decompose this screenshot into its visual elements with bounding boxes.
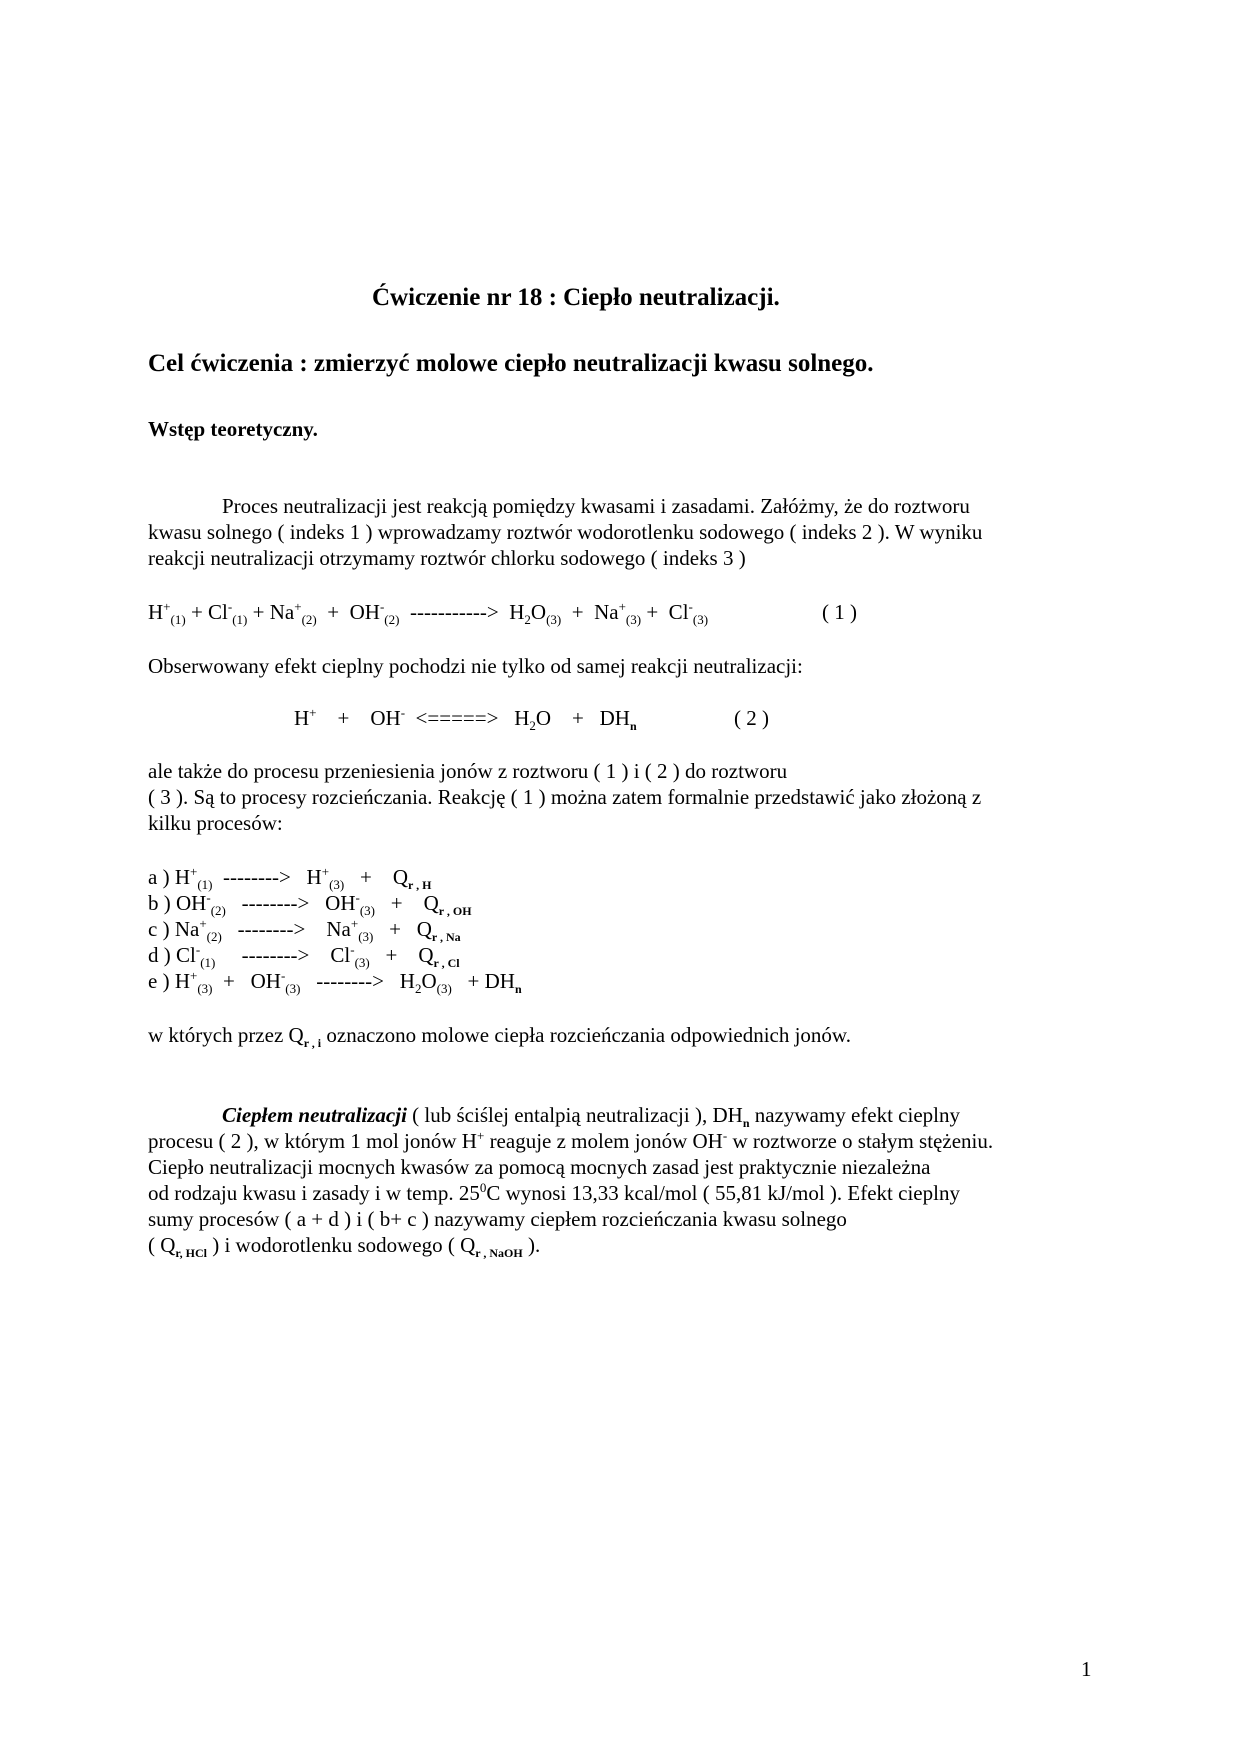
equation-2-number: ( 2 ) <box>734 706 769 730</box>
exercise-aim: Cel ćwiczenia : zmierzyć molowe ciepło neutralizacji kwasu solnego. <box>148 350 874 377</box>
neutralization-line-3: Ciepło neutralizacji mocnych kwasów za pomocą mocnych zasad jest praktycznie niezależna <box>148 1155 931 1179</box>
dilution-line-3: kilku procesów: <box>148 811 283 835</box>
neutralization-line-2-end: w roztworze o stałym stężeniu. <box>727 1129 994 1153</box>
page-title: Ćwiczenie nr 18 : Ciepło neutralizacji. <box>372 284 780 311</box>
process-e-label: e ) <box>148 969 170 993</box>
neutralization-line-6-b: ) i wodorotlenku sodowego ( Q <box>206 1233 476 1257</box>
section-heading: Wstęp teoretyczny. <box>148 417 318 441</box>
neutralization-line-2-start: procesu ( 2 ), w którym 1 mol jonów H <box>148 1129 477 1153</box>
neutralization-line-2-mid: reaguje z molem jonów OH <box>484 1129 723 1153</box>
intro-line-1: Proces neutralizacji jest reakcją pomiędzy kwasami i zasadami. Załóżmy, że do roztworu <box>222 494 970 518</box>
neutralization-line-1-mid: ( lub ściślej entalpią neutralizacji ), DH <box>406 1103 743 1127</box>
q-hcl-subscript: r, HCl <box>175 1246 207 1261</box>
neutralization-line-5: sumy procesów ( a + d ) i ( b+ c ) nazywamy ciepłem rozcieńczania kwasu solnego <box>148 1207 847 1231</box>
process-a: a ) $H^+_{(1)}$ --------> $H^+_{(3)}$ + $Q_{r , H}$ <box>148 864 432 893</box>
neutralization-line-4: od rodzaju kwasu i zasady i w temp. $25^0C$ wynosi 13,33 kcal/mol ( 55,81 kJ/mol ). Efekt cieplny <box>148 1180 960 1205</box>
intro-line-2: kwasu solnego ( indeks 1 ) wprowadzamy roztwór wodorotlenku sodowego ( indeks 2 ). W wyniku <box>148 520 983 544</box>
process-b-label: b ) <box>148 891 171 915</box>
dilution-line-2: ( 3 ). Są to procesy rozcieńczania. Reakcję ( 1 ) można zatem formalnie przedstawić jako złożoną z <box>148 785 982 809</box>
intro-line-3: reakcji neutralizacji otrzymamy roztwór chlorku sodowego ( indeks 3 ) <box>148 546 746 570</box>
equation-1: $H^+_{(1)} + Cl^-_{(1)} + Na^+_{(2)} + OH^-_{(2)}$ -----------> $H_2O_{(3)} + Na^+_{(3)} + Cl^-_{(3)}$ <box>148 599 709 628</box>
process-c-label: c ) <box>148 917 170 941</box>
neutralization-line-1: Ciepłem neutralizacji ( lub ściślej entalpią neutralizacji ), $DH_n$ nazywamy efekt cieplny <box>222 1103 960 1131</box>
observed-effect-text: Obserwowany efekt cieplny pochodzi nie tylko od samej reakcji neutralizacji: <box>148 654 803 678</box>
q-definition <box>148 1023 851 1051</box>
process-d-label: d ) <box>148 943 171 967</box>
neutralization-line-4-start: od rodzaju kwasu i zasady i w temp. 25 <box>148 1181 480 1205</box>
dilution-line-1: ale także do procesu przeniesienia jonów z roztworu ( 1 ) i ( 2 ) do roztworu <box>148 759 788 783</box>
equation-1-number: ( 1 ) <box>822 600 857 624</box>
process-a-label: a ) <box>148 865 170 889</box>
neutralization-line-4-end: C wynosi 13,33 kcal/mol ( 55,81 kJ/mol ). Efekt cieplny <box>486 1181 960 1205</box>
q-definition-end: oznaczono molowe ciepła rozcieńczania odpowiednich jonów. <box>321 1023 851 1047</box>
process-d: d ) $Cl^-_{(1)}$ --------> $Cl^-_{(3)}$ + $Q_{r , Cl}$ <box>148 942 460 971</box>
process-e: e ) $H^+_{(3)} + OH^-_{(3)}$ --------> $H_2O_{(3)} + DH_n$ <box>148 968 522 997</box>
neutralization-line-6-c: ). <box>522 1233 541 1257</box>
neutralization-line-1-end: nazywamy efekt cieplny <box>749 1103 960 1127</box>
q-definition-subscript: r , i <box>303 1036 322 1051</box>
neutralization-line-6-a: ( Q <box>148 1233 176 1257</box>
page-number: 1 <box>1081 1657 1092 1681</box>
neutralization-term: Ciepłem neutralizacji <box>222 1103 407 1127</box>
neutralization-line-6 <box>148 1233 541 1261</box>
q-naoh-subscript: r , NaOH <box>475 1246 523 1261</box>
process-c: c ) $Na^+_{(2)}$ --------> $Na^+_{(3)} + Q_{r , Na}$ <box>148 916 461 945</box>
q-definition-start: w których przez Q <box>148 1023 304 1047</box>
neutralization-line-2: procesu ( 2 ), w którym 1 mol jonów H+ reaguje z molem jonów OH- w roztworze o stałym stężeniu. <box>148 1128 994 1153</box>
equation-2: H+ + OH- <=====> $H_2O$ + $DH_n$ <box>294 705 637 734</box>
process-b: b ) $OH^-_{(2)}$ --------> $OH^-_{(3)}$ + $Q_{r , OH}$ <box>148 890 472 919</box>
